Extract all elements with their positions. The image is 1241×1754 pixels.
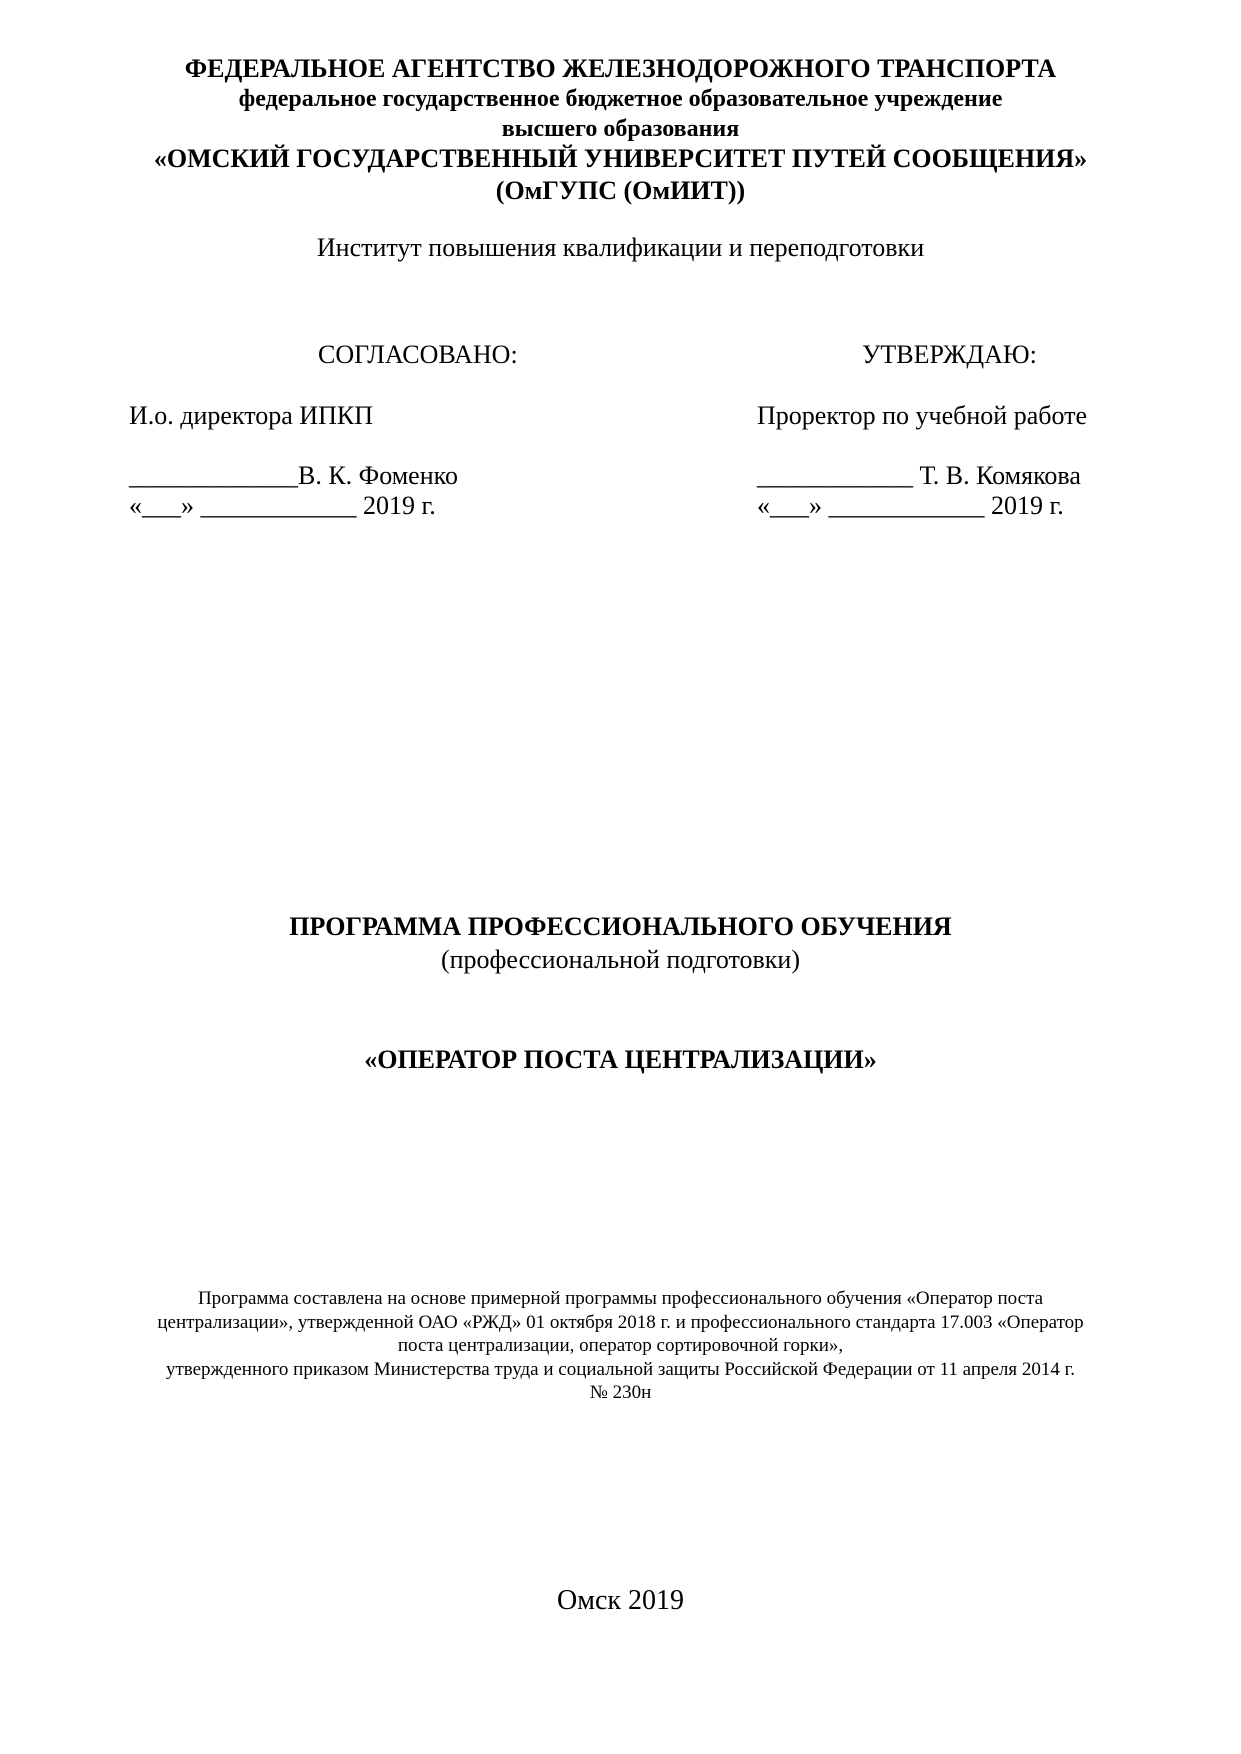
agreed-date: «___» ____________ 2019 г. bbox=[129, 491, 436, 520]
agreed-heading: СОГЛАСОВАНО: bbox=[318, 340, 518, 369]
approved-position: Проректор по учебной работе bbox=[757, 401, 1088, 430]
agreed-signature: _____________В. К. Фоменко bbox=[129, 461, 458, 490]
approved-heading: УТВЕРЖДАЮ: bbox=[862, 340, 1037, 369]
basis-note-line: № 230н bbox=[589, 1382, 652, 1403]
program-subtitle: (профессиональной подготовки) bbox=[440, 945, 800, 974]
basis-note-line: поста централизации, оператор сортировочной горки», bbox=[397, 1335, 844, 1356]
institution-type: федеральное государственное бюджетное образовательное учреждение bbox=[238, 86, 1003, 112]
basis-note-line: Программа составлена на основе примерной программы профессионального обучения «Оператор поста bbox=[197, 1288, 1044, 1309]
institute-name: Институт повышения квалификации и переподготовки bbox=[316, 233, 925, 262]
university-abbreviation: (ОмГУПС (ОмИИТ)) bbox=[495, 176, 746, 205]
agency-title: ФЕДЕРАЛЬНОЕ АГЕНТСТВО ЖЕЛЕЗНОДОРОЖНОГО ТРАНСПОРТА bbox=[184, 54, 1057, 83]
program-name: «ОПЕРАТОР ПОСТА ЦЕНТРАЛИЗАЦИИ» bbox=[364, 1045, 877, 1074]
approved-signature: ____________ Т. В. Комякова bbox=[757, 461, 1081, 490]
basis-note-line: утвержденного приказом Министерства труда и социальной защиты Российской Федерации от 11 апреля 2014 г. bbox=[165, 1359, 1076, 1380]
city-year: Омск 2019 bbox=[557, 1585, 684, 1616]
university-name: «ОМСКИЙ ГОСУДАРСТВЕННЫЙ УНИВЕРСИТЕТ ПУТЕЙ СООБЩЕНИЯ» bbox=[153, 144, 1088, 173]
agreed-position: И.о. директора ИПКП bbox=[129, 401, 373, 430]
education-level: высшего образования bbox=[501, 116, 740, 142]
basis-note-line: централизации», утвержденной ОАО «РЖД» 01 октября 2018 г. и профессионального стандарта 17.003 «Оператор bbox=[157, 1312, 1084, 1333]
approved-date: «___» ____________ 2019 г. bbox=[757, 491, 1064, 520]
program-title: ПРОГРАММА ПРОФЕССИОНАЛЬНОГО ОБУЧЕНИЯ bbox=[289, 912, 952, 941]
